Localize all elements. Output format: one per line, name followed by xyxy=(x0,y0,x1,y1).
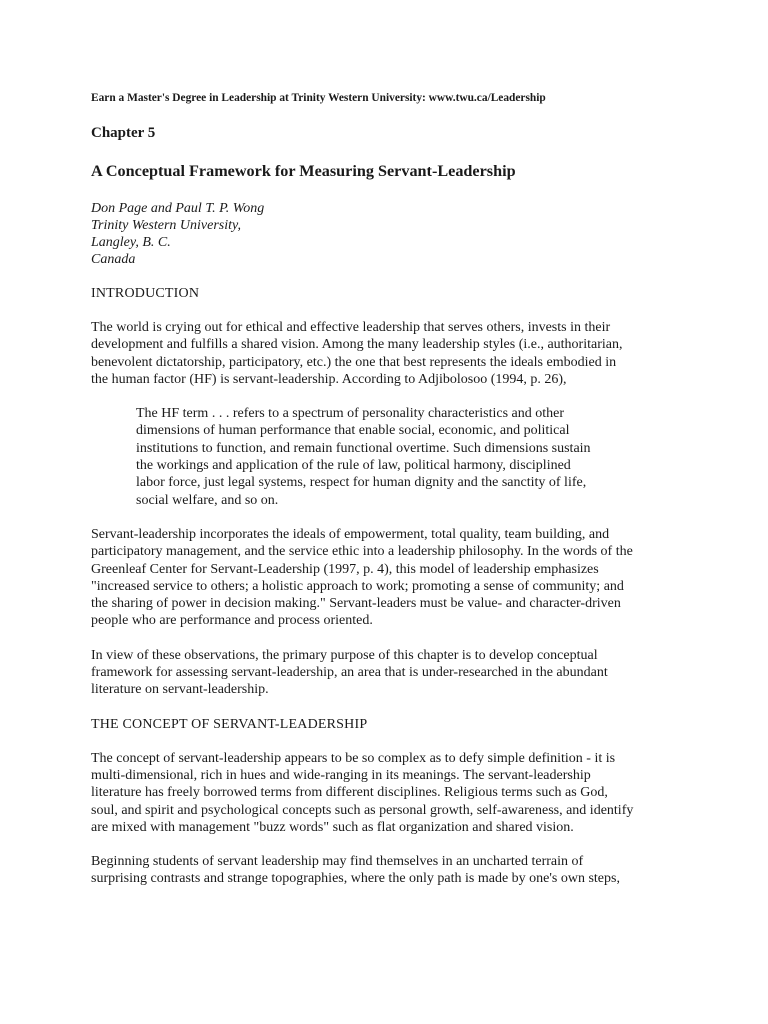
text-line: participatory management, and the service ethic into a leadership philosophy. In the words of the xyxy=(91,544,633,560)
author-names: Don Page and Paul T. P. Wong xyxy=(91,201,265,216)
chapter-label: Chapter 5 xyxy=(91,125,156,141)
text-line: people who are performance and process oriented. xyxy=(91,613,373,629)
author-country: Canada xyxy=(91,252,136,267)
text-line: are mixed with management "buzz words" such as flat organization and shared vision. xyxy=(91,819,574,835)
author-institution: Trinity Western University, xyxy=(91,218,241,233)
text-line: "increased service to others; a holistic approach to work; promoting a sense of community; and xyxy=(91,578,624,594)
text-line: In view of these observations, the primary purpose of this chapter is to develop conceptual xyxy=(91,647,598,663)
servant-leadership-paragraph xyxy=(91,526,681,630)
author-city: Langley, B. C. xyxy=(91,235,171,250)
chapter-title: A Conceptual Framework for Measuring Servant-Leadership xyxy=(91,162,516,180)
quote-line: The HF term . . . refers to a spectrum of personality characteristics and other xyxy=(136,406,565,422)
text-line: the sharing of power in decision making." Servant-leaders must be value- and character-driven xyxy=(91,596,621,612)
document-body xyxy=(91,90,681,888)
text-line: surprising contrasts and strange topographies, where the only path is made by one's own steps, xyxy=(91,871,620,887)
quote-line: the workings and application of the rule of law, political harmony, disciplined xyxy=(136,458,571,474)
section-heading-introduction: INTRODUCTION xyxy=(91,286,200,301)
text-line: literature on servant-leadership. xyxy=(91,682,269,698)
section-heading-concept: THE CONCEPT OF SERVANT-LEADERSHIP xyxy=(91,716,368,732)
text-line: Beginning students of servant leadership may find themselves in an uncharted terrain of xyxy=(91,854,584,870)
text-line: multi-dimensional, rich in hues and wide-ranging in its meanings. The servant-leadership xyxy=(91,767,591,783)
purpose-paragraph xyxy=(91,647,681,699)
author-block xyxy=(91,200,681,268)
quote-line: dimensions of human performance that enable social, economic, and political xyxy=(136,423,570,439)
quote-line: labor force, just legal systems, respect for human dignity and the sanctity of life, xyxy=(136,475,587,491)
text-line: Greenleaf Center for Servant-Leadership (1997, p. 4), this model of leadership emphasizes xyxy=(91,561,599,577)
intro-paragraph xyxy=(91,319,681,388)
text-line: Servant-leadership incorporates the ideals of empowerment, total quality, team building, and xyxy=(91,526,610,542)
quote-line: social welfare, and so on. xyxy=(136,492,279,508)
quote-line: institutions to function, and remain functional overtime. Such dimensions sustain xyxy=(136,440,591,456)
text-line: The concept of servant-leadership appears to be so complex as to defy simple definition - it is xyxy=(91,750,616,766)
concept-paragraph xyxy=(91,750,681,836)
text-line: soul, and spirit and psychological concepts such as personal growth, self-awareness, and identify xyxy=(91,802,634,818)
text-line: development and fulfills a shared vision. Among the many leadership styles (i.e., authoritarian, xyxy=(91,337,623,353)
block-quote xyxy=(136,405,681,509)
text-line: The world is crying out for ethical and effective leadership that serves others, invests in their xyxy=(91,320,611,335)
promo-banner: Earn a Master's Degree in Leadership at Trinity Western University: www.twu.ca/Leadership xyxy=(91,92,546,104)
text-line: framework for assessing servant-leadership, an area that is under-researched in the abundant xyxy=(91,665,608,681)
text-line: benevolent dictatorship, participatory, etc.) the one that best represents the ideals embodied in xyxy=(91,354,617,370)
text-line: literature has freely borrowed terms from different disciplines. Religious terms such as God, xyxy=(91,785,608,801)
text-line: the human factor (HF) is servant-leadership. According to Adjibolosoo (1994, p. 26), xyxy=(91,371,567,387)
beginning-students-paragraph xyxy=(91,853,681,888)
